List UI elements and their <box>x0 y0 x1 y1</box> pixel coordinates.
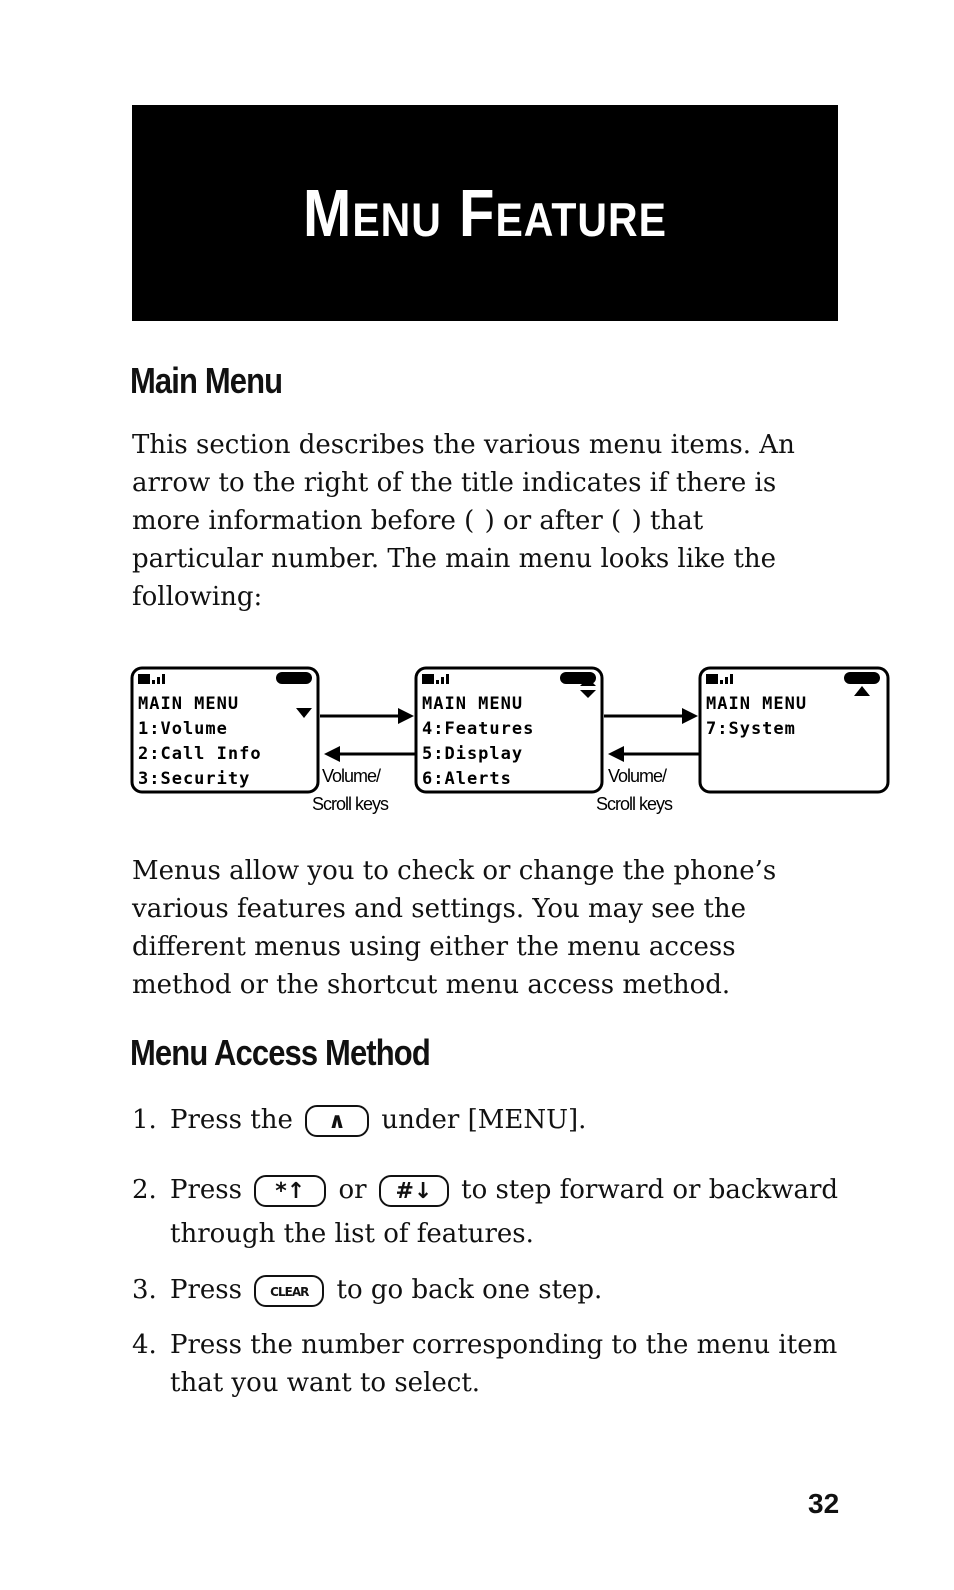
step-4-text: Press the number corresponding to the menu item that you want to select. <box>170 1330 838 1398</box>
battery-icon <box>706 674 718 684</box>
right-arrow-icon <box>682 708 698 724</box>
step-number: 1. <box>132 1105 157 1135</box>
screen-1-line-2: 2:Call Info <box>138 744 262 764</box>
right-arrow-icon <box>398 708 414 724</box>
step-2 <box>132 1168 852 1256</box>
step-3-text-before: Press <box>170 1275 242 1305</box>
signal-icon <box>152 680 155 684</box>
battery-icon <box>138 674 150 684</box>
main-menu-heading: Main Menu <box>130 360 283 401</box>
caption-scroll-2: Scroll keys <box>596 794 673 814</box>
step-2-text-middle: or <box>338 1175 367 1205</box>
step-4 <box>132 1326 852 1402</box>
caption-volume-2: Volume/ <box>608 766 667 786</box>
menu-up-key-icon: ∧ <box>305 1105 369 1137</box>
screen-1-line-1: 1:Volume <box>138 719 228 739</box>
step-1-text-after: under [MENU]. <box>381 1105 587 1135</box>
screen-2-line-1: 4:Features <box>422 719 535 739</box>
left-arrow-icon <box>324 746 340 762</box>
caption-scroll-1: Scroll keys <box>312 794 389 814</box>
menu-screen-2 <box>416 668 602 792</box>
chapter-title: Menu Feature <box>303 175 667 251</box>
step-number: 3. <box>132 1275 157 1305</box>
step-1-text-before: Press the <box>170 1105 293 1135</box>
star-up-key-icon: *↑ <box>254 1175 326 1207</box>
menu-screen-3 <box>700 668 888 792</box>
menu-screen-1 <box>132 668 318 792</box>
step-2-text-after: to step forward or backward through the list of features. <box>170 1175 839 1249</box>
menu-access-heading: Menu Access Method <box>130 1032 430 1073</box>
menu-access-steps <box>132 1098 852 1402</box>
screen-2-line-3: 6:Alerts <box>422 769 512 789</box>
left-arrow-icon <box>608 746 624 762</box>
step-number: 2. <box>132 1175 157 1205</box>
pound-down-key-icon: #↓ <box>379 1175 449 1207</box>
battery-icon <box>422 674 434 684</box>
step-3 <box>132 1268 852 1312</box>
clear-key-icon: CLEAR <box>254 1275 324 1307</box>
screen-2-title: MAIN MENU <box>422 694 524 714</box>
main-menu-diagram <box>130 662 894 818</box>
screen-3-title: MAIN MENU <box>706 694 808 714</box>
chapter-banner <box>132 105 838 321</box>
status-bar-icon <box>844 672 880 684</box>
screen-1-line-3: 3:Security <box>138 769 251 789</box>
page-number: 32 <box>808 1488 840 1519</box>
step-3-text-after: to go back one step. <box>336 1275 603 1305</box>
step-number: 4. <box>132 1330 157 1360</box>
menus-description: Menus allow you to check or change the phone’s various features and settings. You may see the different menus using either the menu access method or the shortcut menu access method. <box>132 856 777 1000</box>
status-bar-icon <box>276 672 312 684</box>
screen-1-title: MAIN MENU <box>138 694 240 714</box>
step-2-text-before: Press <box>170 1175 242 1205</box>
screen-3-line-1: 7:System <box>706 719 796 739</box>
screen-2-line-2: 5:Display <box>422 744 524 764</box>
step-1 <box>132 1098 852 1142</box>
connector-1 <box>312 708 415 814</box>
main-menu-intro: This section describes the various menu items. An arrow to the right of the title indicates if there is more information before ( ) or after ( ) that particular number. The main menu looks like the following: <box>132 430 795 612</box>
caption-volume-1: Volume/ <box>322 766 381 786</box>
connector-2 <box>596 708 699 814</box>
